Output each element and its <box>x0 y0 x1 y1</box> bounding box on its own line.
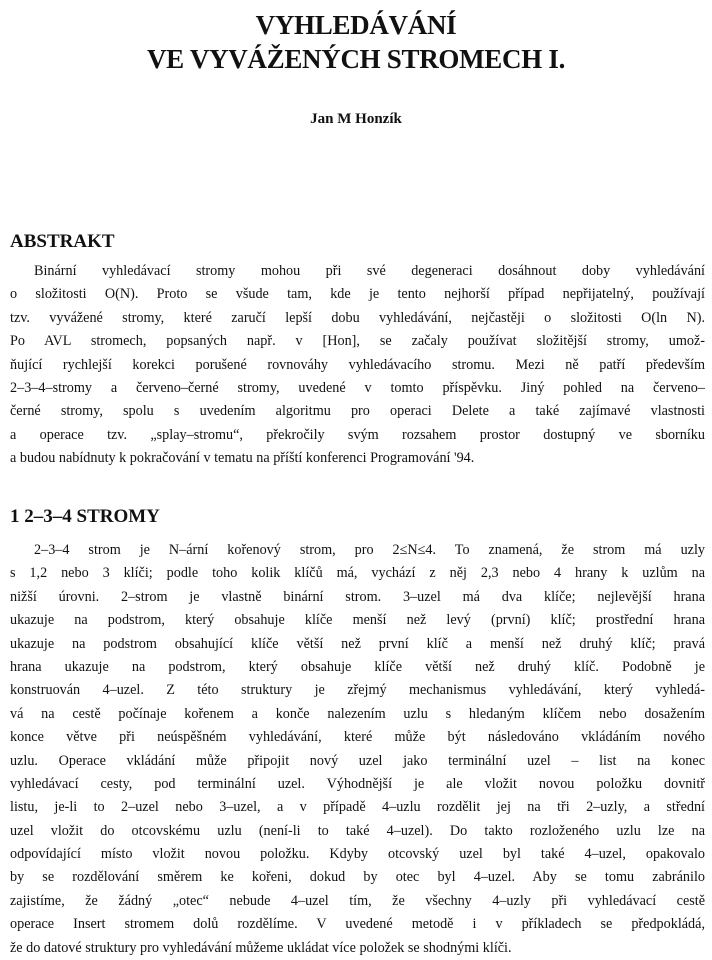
section-heading: 1 2–3–4 STROMY <box>10 506 160 527</box>
section-line: hrana ukazuje na podstrom, který obsahuje klíče větší než druhý klíč. Podobně je <box>10 658 705 675</box>
section-line: konce větve při neúspěšném vyhledávání, které může být následováno vkládáním nového <box>10 729 705 746</box>
abstract-line: tzv. vyvážené stromy, které zaručí lepší dobu vyhledávání, nejčastěji o složitosti O(ln N). <box>10 309 705 326</box>
section-line: by se rozdělování směrem ke kořeni, dokud by otec byl 4–uzel. Aby se tomu zabránilo <box>10 869 705 886</box>
section-line: konstruován 4–uzel. Z této struktury je zřejmý mechanismus vyhledávání, který vyhledá- <box>10 682 705 699</box>
section-line: 2–3–4 strom je N–ární kořenový strom, pro 2≤N≤4. To znamená, že strom má uzly <box>34 542 705 558</box>
section-line: ukazuje na podstrom obsahující klíče větší než první klíč a menší než druhý klíč; pravá <box>10 635 705 652</box>
section-line: že do datové struktury pro vyhledávání můžeme ukládat více položek se shodnými klíči. <box>10 939 512 956</box>
section-line: vá na cestě počínaje kořenem a konče nalezením uzlu s hledaným klíčem nebo dosažením <box>10 705 705 722</box>
section-paragraph <box>10 539 705 960</box>
abstract-line: ňující rychlejší korekci porušené rovnováhy vyhledávacího stromu. Mezi ně patří především <box>10 356 705 373</box>
section-line: nižší úrovni. 2–strom je vlastně binární strom. 3–uzel má dva klíče; nejlevější hrana <box>10 588 705 605</box>
section-line: listu, je-li to 2–uzel nebo 3–uzel, a v případě 4–uzlu rozdělit jej na tři 2–uzly, a střední <box>10 799 705 816</box>
abstract-line: 2–3–4–stromy a červeno–černé stromy, uvedené v tomto příspěvku. Jiný pohled na červeno– <box>10 379 705 396</box>
abstract-line: Binární vyhledávací stromy mohou při své degeneraci dosáhnout doby vyhledávání <box>34 263 705 279</box>
title-line-1: VYHLEDÁVÁNÍ <box>255 10 457 40</box>
abstract-heading: ABSTRAKT <box>10 231 115 252</box>
section-line: vyhledávací cesty, pod terminální uzel. Výhodnější je ale vložit novou položku dovnitř <box>10 775 705 792</box>
abstract-line: a operace tzv. „splay–stromu“, překročily svým rozsahem prostor dostupný ve sborníku <box>10 426 705 443</box>
abstract-line: Po AVL stromech, popsaných např. v [Hon], se začaly používat složitější stromy, umož- <box>10 333 705 350</box>
section-line: ukazuje na podstrom, který obsahuje klíče menší než levý (první) klíč; prostřední hrana <box>10 612 705 629</box>
section-line: odpovídající místo vložit novou položku. Kdyby otcovský uzel byl také 4–uzel, opakovalo <box>10 846 705 863</box>
section-line: uzel vložit do otcovskému uzlu (není-li to také 4–uzel). Do takto rozloženého uzlu lze na <box>10 822 705 839</box>
abstract-line: o složitosti O(N). Proto se všude tam, kde je tento nejhorší případ nepřijatelný, používají <box>10 286 705 303</box>
section-line: s 1,2 nebo 3 klíči; podle toho kolik klíčů má, vychází z něj 2,3 nebo 4 hrany k uzlům na <box>10 565 705 582</box>
section-line: operace Insert stromem dolů rozdělíme. V uvedené metodě i v příkladech se předpokládá, <box>10 916 705 933</box>
author-name: Jan M Honzík <box>310 111 402 127</box>
abstract-line: černé stromy, spolu s uvedením algoritmu pro operaci Delete a také zajímavé vlastnosti <box>10 403 705 420</box>
title-line-2: VE VYVÁŽENÝCH STROMECH I. <box>146 44 566 74</box>
section-line: uzlu. Operace vkládání může připojit nový uzel jako terminální uzel – list na konec <box>10 752 705 769</box>
section-line: zajistíme, že žádný „otec“ nebude 4–uzel tím, že všechny 4–uzly při vyhledávací cestě <box>10 892 705 909</box>
abstract-line: a budou nabídnuty k pokračování v tematu na příští konferenci Programování '94. <box>10 450 475 467</box>
abstract-paragraph <box>10 260 705 471</box>
